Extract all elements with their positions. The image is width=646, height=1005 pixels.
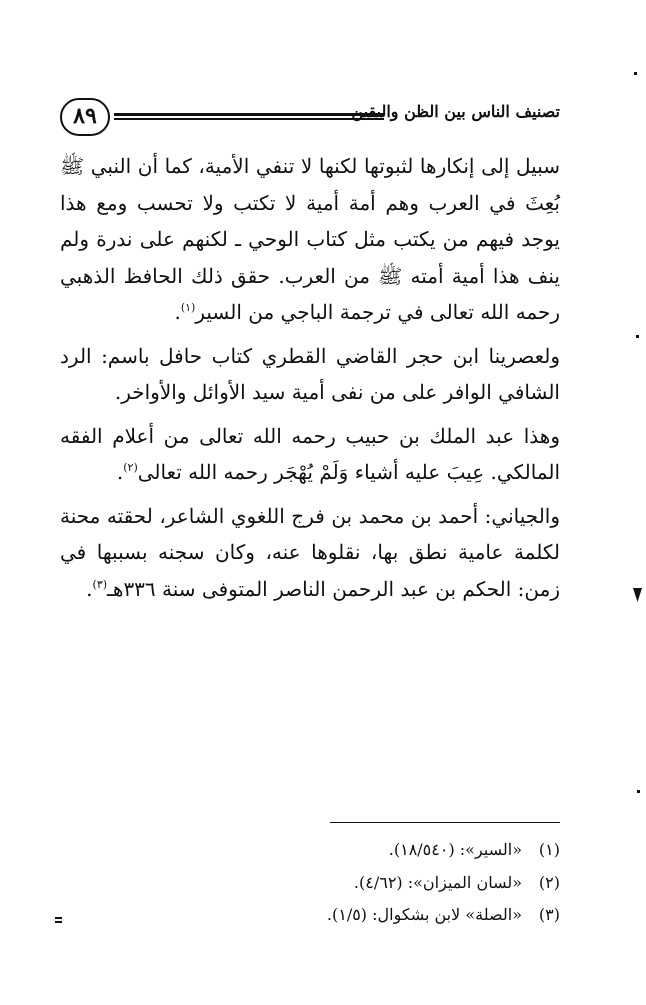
footnote-text: «السير»: (١٨/٥٤٠). [388, 840, 522, 859]
paragraph-end: . [174, 300, 181, 324]
page-number: ٨٩ [60, 98, 110, 136]
footnote-text: «الصلة» لابن بشكوال: (١/٥). [326, 905, 522, 924]
scan-speck [637, 790, 640, 793]
footnote-number: (١) [538, 840, 560, 859]
header-rule [114, 113, 384, 120]
paragraph-end: . [86, 576, 93, 601]
footnote-ref: (٣) [92, 577, 108, 591]
footnote-ref: (٢) [123, 461, 138, 474]
paragraph [60, 498, 560, 608]
footnote-number: (٣) [538, 905, 560, 924]
footnote-ref: (١) [180, 301, 196, 314]
paragraph-text: سبيل إلى إنكارها لثبوتها لكنها لا تنفي الأمية، كما أن النبي ﷺ بُعِثَ في العرب وهم أمة أمية لا تكتب ولا تحسب ومع هذا يوجد فيهم من يكتب مثل كتاب الوحي ـ لكنهم على ندرة ولم ينف هذا أمية أمته ﷺ من العرب. حقق ذلك الحافظ الذهبي رحمه الله تعالى في ترجمة الباجي من السير [60, 154, 560, 324]
paragraph-text: وهذا عبد الملك بن حبيب رحمه الله تعالى من أعلام الفقه المالكي. عِيبَ عليه أشياء وَلَمْ يُهْجَر رحمه الله تعالى [60, 423, 560, 484]
footnote-text: «لسان الميزان»: (٤/٦٢). [353, 872, 522, 892]
footnotes [200, 834, 560, 932]
paragraph [60, 148, 560, 331]
footnote [200, 899, 560, 932]
scan-speck [634, 72, 637, 75]
paragraph-text: ولعصرينا ابن حجر القاضي القطري كتاب حافل باسم: الرد الشافي الوافر على من نفى أمية سيد الأوائل والأواخر. [60, 343, 560, 404]
footnote-number: (٢) [538, 872, 560, 892]
scan-speck [55, 917, 62, 919]
paragraph-end: . [116, 460, 124, 484]
paragraph [60, 338, 560, 411]
paragraph [60, 418, 560, 491]
running-title: تصنيف الناس بين الظن واليقين [351, 102, 560, 121]
footnote [200, 867, 560, 900]
paragraph-text: والجياني: أحمد بن محمد بن فرج اللغوي الشاعر، لحقته محنة لكلمة عامية نطق بها، نقلوها عنه، وكان سجنه بسببها في زمن: الحكم بن عبد الرحمن الناصر المتوفى سنة ٣٣٦هـ [60, 503, 560, 601]
scan-speck [633, 588, 642, 602]
scan-speck [636, 335, 639, 338]
scan-speck [55, 921, 62, 923]
footnote [200, 834, 560, 867]
page-header [60, 98, 560, 138]
footnote-separator [330, 822, 560, 823]
body-text [60, 148, 560, 607]
